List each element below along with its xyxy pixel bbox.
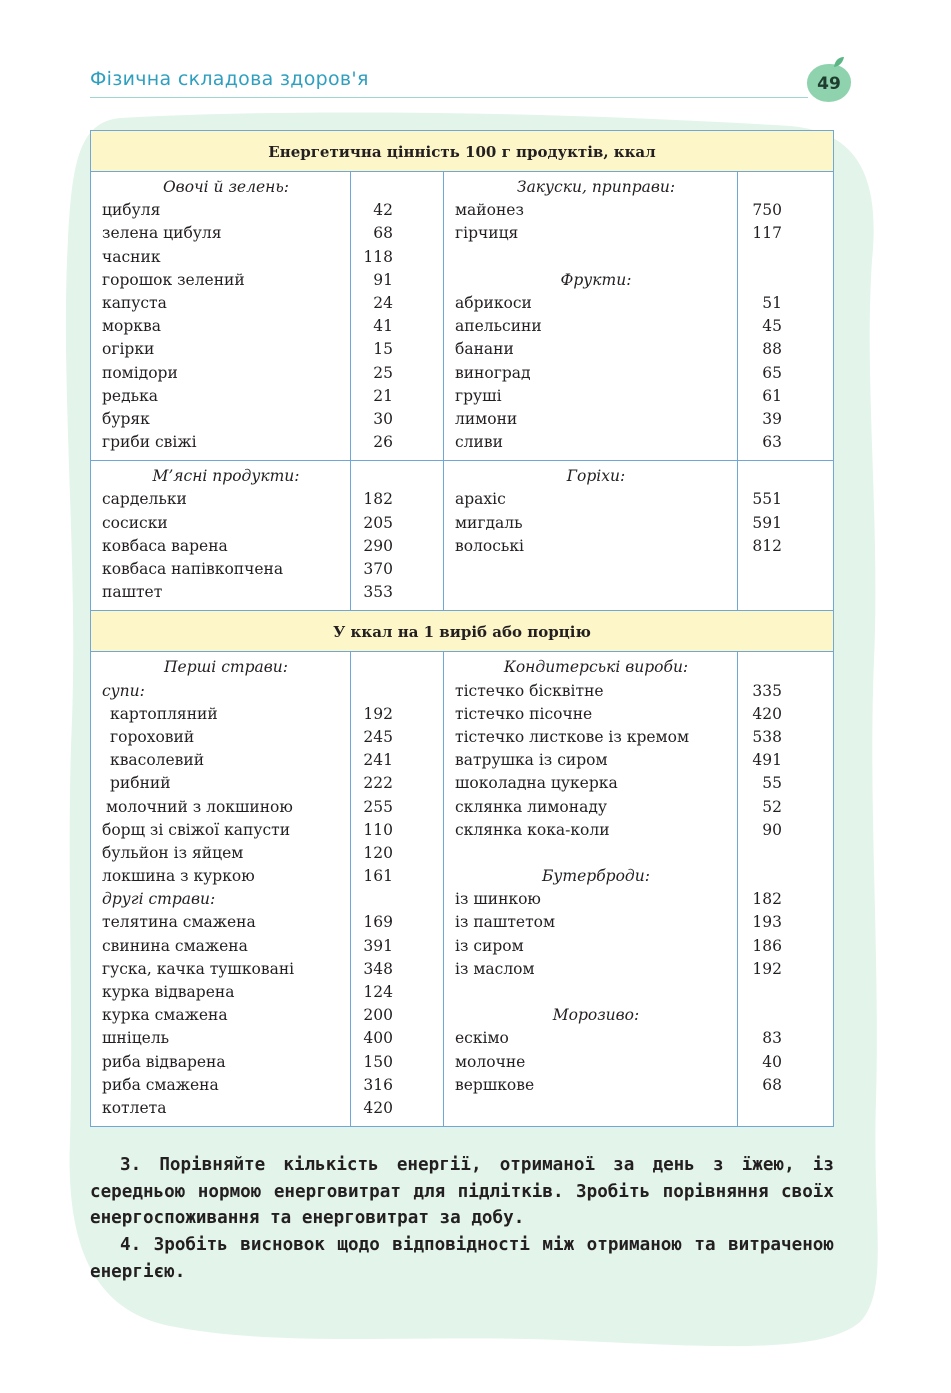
item-values (738, 652, 782, 1126)
task-number: 3. (120, 1155, 142, 1175)
spacer-row (738, 842, 782, 865)
kcal-value: 90 (762, 820, 782, 839)
kcal-value: 25 (373, 363, 393, 382)
right-column (444, 172, 833, 460)
food-name: риба смажена (102, 1075, 219, 1094)
empty-cell (351, 176, 393, 199)
empty-cell (738, 656, 782, 679)
left-column (91, 461, 444, 610)
calorie-table (90, 130, 834, 1127)
table-section (91, 461, 833, 611)
page-number: 49 (807, 64, 851, 102)
kcal-value: 591 (752, 513, 782, 532)
kcal-value: 205 (363, 513, 393, 532)
category-heading: Морозиво: (552, 1006, 640, 1025)
kcal-value: 61 (762, 386, 782, 405)
food-name: телятина смажена (102, 913, 256, 932)
food-name: цибуля (102, 201, 161, 220)
item-values (351, 172, 393, 460)
food-name: шніцель (102, 1029, 170, 1048)
kcal-value: 45 (762, 317, 782, 336)
kcal-value: 41 (373, 317, 393, 336)
food-name: квасолевий (110, 751, 205, 770)
kcal-value: 186 (752, 936, 782, 955)
food-name: паштет (102, 583, 163, 602)
task-4 (90, 1232, 834, 1285)
kcal-value: 55 (762, 774, 782, 793)
food-name: свинина смажена (102, 936, 248, 955)
food-name: ескімо (455, 1029, 509, 1048)
food-name: морква (102, 317, 161, 336)
spacer-row (455, 246, 737, 269)
header-rule (90, 97, 808, 98)
kcal-value: 150 (363, 1052, 393, 1071)
food-name: часник (102, 247, 161, 266)
spacer-row (455, 842, 737, 865)
kcal-value: 182 (363, 490, 393, 509)
kcal-value: 193 (752, 913, 782, 932)
kcal-value: 316 (363, 1075, 393, 1094)
kcal-value: 182 (752, 890, 782, 909)
food-name: картопляний (110, 704, 218, 723)
table-section (91, 172, 833, 461)
empty-cell (351, 680, 393, 703)
food-name: огірки (102, 340, 155, 359)
food-name: тістечко листкове із кремом (455, 727, 689, 746)
food-name: горошок зелений (102, 270, 245, 289)
kcal-value: 65 (762, 363, 782, 382)
empty-cell (738, 865, 782, 888)
right-column (444, 461, 833, 610)
food-name: гриби свіжі (102, 433, 197, 452)
spacer-row (738, 246, 782, 269)
food-name: гірчиця (455, 224, 519, 243)
food-name: банани (455, 340, 514, 359)
task-text: Порівняйте кількість енергії, отриманої за день з їжею, із середньою нормою енерговитрат для підлітків. Зробіть порівняння своїх енергоспоживання та енерговитрат за добу. (90, 1155, 834, 1228)
item-names (91, 461, 351, 610)
subcategory-heading: супи: (102, 681, 145, 700)
category-heading: Фрукти: (560, 270, 632, 289)
food-name: риба відварена (102, 1052, 226, 1071)
item-names (444, 172, 738, 460)
kcal-value: 348 (363, 959, 393, 978)
food-name: арахіс (455, 490, 506, 509)
kcal-value: 353 (363, 583, 393, 602)
leaf-icon (833, 56, 845, 68)
task-3 (90, 1152, 834, 1232)
kcal-value: 255 (363, 797, 393, 816)
empty-cell (738, 176, 782, 199)
food-name: молочне (455, 1052, 526, 1071)
food-name: гуска, качка тушковані (102, 959, 295, 978)
kcal-value: 420 (752, 704, 782, 723)
empty-cell (738, 465, 782, 488)
kcal-value: 91 (373, 270, 393, 289)
food-name: молочний з локшиною (106, 797, 293, 816)
food-name: ковбаса варена (102, 536, 228, 555)
item-names (91, 172, 351, 460)
food-name: абрикоси (455, 293, 532, 312)
kcal-value: 30 (373, 409, 393, 428)
food-name: волоські (455, 536, 525, 555)
food-name: апельсини (455, 317, 542, 336)
table-header: Енергетична цінність 100 г продуктів, ккал (91, 131, 833, 172)
running-head: Фізична складова здоров'я (90, 68, 369, 90)
food-name: склянка лимонаду (455, 797, 607, 816)
kcal-value: 117 (752, 224, 782, 243)
kcal-value: 24 (373, 293, 393, 312)
food-name: виноград (455, 363, 531, 382)
food-name: сосиски (102, 513, 168, 532)
task-number: 4. (120, 1235, 142, 1255)
subcategory-heading: другі страви: (102, 890, 216, 909)
food-name: сардельки (102, 490, 187, 509)
food-name: курка відварена (102, 983, 235, 1001)
kcal-value: 118 (363, 247, 393, 266)
food-name: шоколадна цукерка (455, 774, 618, 793)
kcal-value: 42 (373, 201, 393, 220)
left-column (91, 172, 444, 460)
kcal-value: 39 (762, 409, 782, 428)
food-name: із маслом (455, 959, 535, 978)
category-heading: Закуски, приправи: (516, 178, 676, 196)
food-name: мигдаль (455, 513, 523, 532)
kcal-value: 245 (363, 727, 393, 746)
kcal-value: 491 (752, 751, 782, 770)
item-values (351, 461, 393, 610)
kcal-value: 88 (762, 340, 782, 359)
category-heading: М’ясні продукти: (152, 467, 300, 486)
kcal-value: 222 (363, 774, 393, 793)
item-names (444, 652, 738, 1126)
category-heading: Кондитерські вироби: (503, 658, 689, 677)
kcal-value: 420 (363, 1098, 393, 1117)
kcal-value: 110 (363, 820, 393, 839)
kcal-value: 40 (762, 1052, 782, 1071)
food-name: локшина з куркою (102, 867, 255, 886)
kcal-value: 51 (762, 293, 782, 312)
kcal-value: 391 (363, 936, 393, 955)
food-name: бульйон із яйцем (102, 843, 244, 862)
kcal-value: 63 (762, 433, 782, 452)
category-heading: Перші страви: (164, 658, 288, 677)
empty-cell (738, 1004, 782, 1027)
kcal-value: 120 (363, 843, 393, 862)
right-column (444, 652, 833, 1126)
kcal-value: 52 (762, 797, 782, 816)
kcal-value: 169 (363, 913, 393, 932)
food-name: котлета (102, 1098, 167, 1117)
category-heading: Овочі й зелень: (162, 178, 290, 196)
food-name: вершкове (455, 1075, 535, 1094)
kcal-value: 370 (363, 560, 393, 578)
kcal-value: 83 (762, 1029, 782, 1048)
item-values (738, 172, 782, 460)
kcal-value: 812 (752, 536, 782, 555)
kcal-value: 124 (363, 983, 393, 1001)
spacer-row (738, 981, 782, 1004)
kcal-value: 538 (752, 727, 782, 746)
food-name: склянка кока-коли (455, 820, 610, 839)
kcal-value: 26 (373, 433, 393, 452)
food-name: зелена цибуля (102, 224, 222, 243)
food-name: із паштетом (455, 913, 556, 932)
kcal-value: 15 (373, 340, 393, 359)
food-name: гороховий (110, 727, 195, 746)
item-values (351, 652, 393, 1126)
kcal-value: 161 (363, 867, 393, 886)
empty-cell (351, 888, 393, 911)
spacer-row (455, 981, 737, 1004)
kcal-value: 551 (752, 490, 782, 509)
item-values (738, 461, 782, 610)
food-name: майонез (455, 201, 524, 220)
kcal-value: 200 (363, 1006, 393, 1025)
category-heading: Горіхи: (566, 467, 626, 486)
food-name: рибний (110, 774, 171, 793)
kcal-value: 192 (752, 959, 782, 978)
kcal-value: 400 (363, 1029, 393, 1048)
empty-cell (738, 269, 782, 292)
food-name: ковбаса напівкопчена (102, 560, 284, 578)
left-column (91, 652, 444, 1126)
empty-cell (351, 656, 393, 679)
table-subheader: У ккал на 1 виріб або порцію (91, 611, 833, 652)
kcal-value: 21 (373, 386, 393, 405)
food-name: курка смажена (102, 1006, 228, 1025)
food-name: помідори (102, 363, 178, 382)
food-name: тістечко бісквітне (455, 681, 604, 700)
task-text: Зробіть висновок щодо відповідності між отриманою та витраченою енергією. (90, 1235, 834, 1282)
item-names (91, 652, 351, 1126)
food-name: капуста (102, 293, 167, 312)
food-name: груші (455, 386, 502, 405)
kcal-value: 335 (752, 681, 782, 700)
kcal-value: 750 (752, 201, 782, 220)
food-name: лимони (455, 409, 518, 428)
kcal-value: 68 (373, 224, 393, 243)
food-name: із сиром (455, 936, 524, 955)
food-name: борщ зі свіжої капусти (102, 820, 291, 839)
food-name: буряк (102, 409, 150, 428)
kcal-value: 68 (762, 1075, 782, 1094)
food-name: із шинкою (455, 890, 541, 909)
item-names (444, 461, 738, 610)
kcal-value: 192 (363, 704, 393, 723)
kcal-value: 290 (363, 536, 393, 555)
empty-cell (351, 465, 393, 488)
category-heading: Бутерброди: (542, 867, 650, 886)
food-name: редька (102, 386, 159, 405)
kcal-value: 241 (363, 751, 393, 770)
table-section (91, 652, 833, 1126)
food-name: тістечко пісочне (455, 704, 593, 723)
food-name: ватрушка із сиром (455, 751, 608, 770)
food-name: сливи (455, 433, 503, 452)
